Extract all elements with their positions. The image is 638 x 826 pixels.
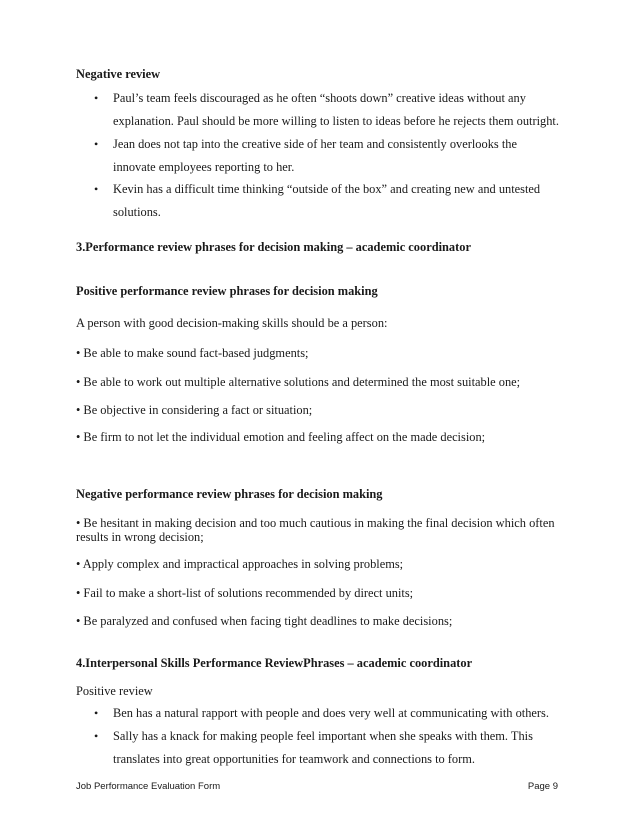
- list-item-line: translates into great opportunities for teamwork and connections to form.: [113, 752, 475, 766]
- positive-decision-title: Positive performance review phrases for decision making: [76, 284, 378, 298]
- list-item-line: solutions.: [113, 205, 161, 219]
- negative-decision-title: Negative performance review phrases for decision making: [76, 487, 383, 501]
- positive-decision-intro: A person with good decision-making skills should be a person:: [76, 316, 388, 330]
- list-item-line: innovate employees reporting to her.: [113, 160, 295, 174]
- list-item-line: Kevin has a difficult time thinking “outside of the box” and creating new and untested: [113, 182, 541, 196]
- list-item-line: Sally has a knack for making people feel important when she speaks with them. This: [113, 729, 533, 743]
- footer-form-title: Job Performance Evaluation Form: [76, 781, 221, 792]
- section-heading-interpersonal: 4.Interpersonal Skills Performance ReviewPhrases – academic coordinator: [76, 656, 473, 670]
- section-heading-decision-making: 3.Performance review phrases for decision making – academic coordinator: [76, 240, 471, 254]
- list-item-line: results in wrong decision;: [76, 530, 204, 544]
- bullet: •: [94, 91, 99, 105]
- bullet: •: [94, 706, 99, 720]
- positive-review-title: Positive review: [76, 684, 153, 698]
- list-item-line: Ben has a natural rapport with people and does very well at communicating with others.: [113, 706, 549, 720]
- list-item-line: Jean does not tap into the creative side of her team and consistently overlooks the: [113, 137, 517, 151]
- list-item: • Be firm to not let the individual emotion and feeling affect on the made decision;: [76, 430, 486, 444]
- list-item: • Be able to work out multiple alternative solutions and determined the most suitable one;: [76, 375, 521, 389]
- list-item: • Be objective in considering a fact or situation;: [76, 403, 313, 417]
- bullet: •: [94, 729, 99, 743]
- list-item-line: Paul’s team feels discouraged as he often “shoots down” creative ideas without any: [113, 91, 526, 105]
- bullet: •: [94, 137, 99, 151]
- list-item-line: • Be hesitant in making decision and too much cautious in making the final decision which often: [76, 516, 555, 530]
- list-item: • Be able to make sound fact-based judgments;: [76, 346, 309, 360]
- list-item: • Fail to make a short-list of solutions recommended by direct units;: [76, 586, 414, 600]
- list-item: • Be paralyzed and confused when facing tight deadlines to make decisions;: [76, 614, 453, 628]
- footer-page-number: Page 9: [527, 781, 558, 792]
- list-item-line: explanation. Paul should be more willing to listen to ideas before he rejects them outright.: [113, 114, 559, 128]
- list-item: • Apply complex and impractical approaches in solving problems;: [76, 557, 404, 571]
- negative-review-title: Negative review: [76, 67, 161, 81]
- bullet: •: [94, 182, 99, 196]
